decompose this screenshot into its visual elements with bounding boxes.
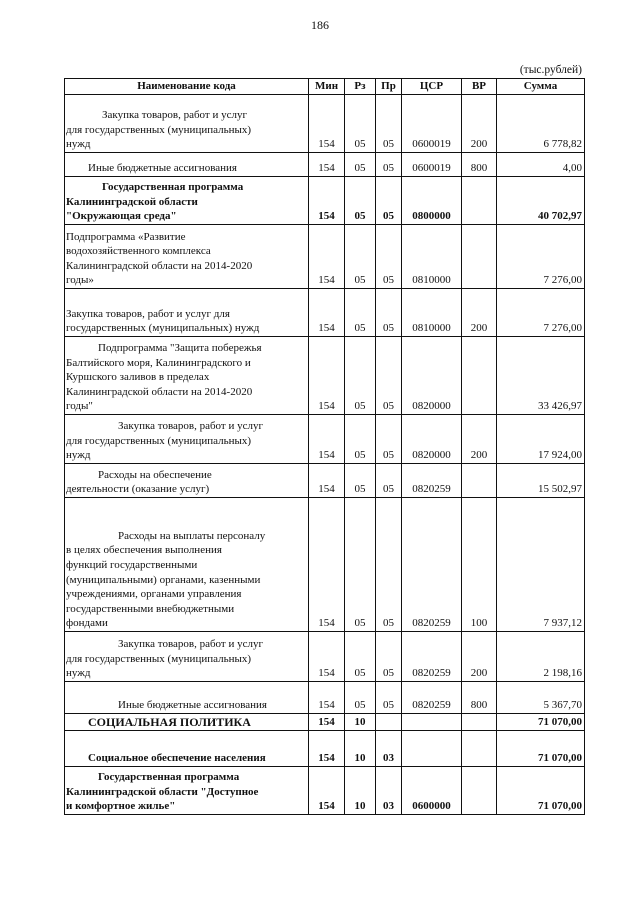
cell-rz: 05 — [345, 498, 376, 632]
cell-rz: 10 — [345, 714, 376, 731]
cell-name — [65, 767, 309, 815]
cell-pr: 05 — [376, 632, 402, 682]
cell-csr: 0820259 — [402, 632, 462, 682]
cell-pr: 05 — [376, 289, 402, 337]
cell-name-line: Иные бюджетные ассигнования — [118, 699, 267, 712]
cell-name-line: Подпрограмма "Защита побережья — [98, 342, 262, 355]
header-name: Наименование кода — [65, 79, 309, 95]
table-row — [65, 731, 585, 767]
cell-pr: 05 — [376, 415, 402, 464]
cell-name-line: Социальное обеспечение населения — [88, 752, 266, 765]
cell-rz: 05 — [345, 632, 376, 682]
cell-vr: 100 — [462, 498, 497, 632]
cell-name-line: Закупка товаров, работ и услуг для — [66, 307, 230, 320]
cell-vr — [462, 177, 497, 225]
cell-min: 154 — [309, 464, 345, 498]
cell-vr — [462, 464, 497, 498]
cell-vr — [462, 731, 497, 767]
cell-rz: 05 — [345, 225, 376, 289]
cell-csr: 0820259 — [402, 498, 462, 632]
header-sum: Сумма — [497, 79, 585, 95]
cell-name-line: Закупка товаров, работ и услуг — [102, 109, 247, 122]
cell-name-line: "Окружающая среда" — [66, 210, 177, 223]
cell-name-line: государственными внебюджетными — [66, 602, 235, 615]
cell-pr: 05 — [376, 464, 402, 498]
cell-name-line: Расходы на выплаты персоналу — [118, 529, 266, 542]
cell-sum: 7 937,12 — [497, 498, 585, 632]
cell-sum: 71 070,00 — [497, 731, 585, 767]
cell-name-line: Иные бюджетные ассигнования — [88, 162, 237, 175]
cell-name — [65, 714, 309, 731]
cell-sum: 71 070,00 — [497, 767, 585, 815]
cell-vr: 200 — [462, 415, 497, 464]
cell-sum: 71 070,00 — [497, 714, 585, 731]
cell-min: 154 — [309, 95, 345, 153]
cell-name-line: (муниципальными) органами, казенными — [66, 573, 261, 586]
cell-pr: 05 — [376, 95, 402, 153]
cell-csr: 0600019 — [402, 153, 462, 177]
cell-name-line: Калининградской области на 2014-2020 — [66, 385, 253, 398]
table-row — [65, 337, 585, 415]
cell-csr: 0810000 — [402, 225, 462, 289]
cell-min: 154 — [309, 498, 345, 632]
cell-rz: 05 — [345, 177, 376, 225]
cell-min: 154 — [309, 415, 345, 464]
cell-sum: 7 276,00 — [497, 225, 585, 289]
cell-name-line: Калининградской области на 2014-2020 — [66, 259, 253, 272]
cell-name-line: в целях обеспечения выполнения — [66, 544, 222, 557]
cell-rz: 05 — [345, 289, 376, 337]
table-row — [65, 498, 585, 632]
cell-name-line: Закупка товаров, работ и услуг — [118, 420, 263, 433]
cell-csr — [402, 714, 462, 731]
table-row — [65, 153, 585, 177]
cell-name — [65, 415, 309, 464]
cell-vr — [462, 767, 497, 815]
cell-name-line: СОЦИАЛЬНАЯ ПОЛИТИКА — [88, 715, 251, 730]
cell-name-line: фондами — [66, 617, 108, 630]
cell-sum: 6 778,82 — [497, 95, 585, 153]
cell-min: 154 — [309, 153, 345, 177]
cell-name-line: годы" — [66, 400, 93, 413]
cell-pr: 05 — [376, 682, 402, 714]
cell-name-line: нужд — [66, 138, 91, 151]
cell-pr: 05 — [376, 225, 402, 289]
cell-csr: 0820000 — [402, 415, 462, 464]
cell-name-line: и комфортное жилье" — [66, 800, 176, 813]
cell-name — [65, 225, 309, 289]
table-row — [65, 289, 585, 337]
cell-csr: 0800000 — [402, 177, 462, 225]
cell-pr: 05 — [376, 337, 402, 415]
header-rz: Рз — [345, 79, 376, 95]
cell-sum: 40 702,97 — [497, 177, 585, 225]
cell-name-line: для государственных (муниципальных) — [66, 652, 252, 665]
cell-min: 154 — [309, 682, 345, 714]
cell-vr: 200 — [462, 95, 497, 153]
header-csr: ЦСР — [402, 79, 462, 95]
cell-rz: 10 — [345, 731, 376, 767]
cell-name-line: годы» — [66, 274, 94, 287]
table-row — [65, 682, 585, 714]
table-row — [65, 714, 585, 731]
cell-name — [65, 632, 309, 682]
cell-rz: 05 — [345, 464, 376, 498]
cell-csr: 0820259 — [402, 682, 462, 714]
cell-csr: 0820259 — [402, 464, 462, 498]
cell-pr — [376, 714, 402, 731]
cell-min: 154 — [309, 289, 345, 337]
table-row — [65, 632, 585, 682]
cell-name-line: Государственная программа — [98, 771, 240, 784]
budget-table — [64, 78, 585, 815]
cell-name-line: Калининградской области — [66, 195, 198, 208]
cell-csr: 0820000 — [402, 337, 462, 415]
cell-min: 154 — [309, 767, 345, 815]
cell-sum: 15 502,97 — [497, 464, 585, 498]
table-row — [65, 464, 585, 498]
cell-sum: 7 276,00 — [497, 289, 585, 337]
cell-name-line: деятельности (оказание услуг) — [66, 483, 210, 496]
cell-rz: 05 — [345, 415, 376, 464]
cell-name-line: государственных (муниципальных) нужд — [66, 322, 260, 335]
cell-sum: 5 367,70 — [497, 682, 585, 714]
cell-name-line: для государственных (муниципальных) — [66, 434, 252, 447]
cell-pr: 05 — [376, 498, 402, 632]
cell-sum: 17 924,00 — [497, 415, 585, 464]
cell-vr: 800 — [462, 153, 497, 177]
header-vr: ВР — [462, 79, 497, 95]
cell-sum: 4,00 — [497, 153, 585, 177]
cell-pr: 03 — [376, 767, 402, 815]
cell-csr: 0810000 — [402, 289, 462, 337]
cell-name — [65, 153, 309, 177]
cell-min: 154 — [309, 632, 345, 682]
cell-name — [65, 682, 309, 714]
cell-name-line: нужд — [66, 449, 91, 462]
cell-min: 154 — [309, 177, 345, 225]
cell-name-line: водохозяйственного комплекса — [66, 245, 211, 258]
table-row — [65, 177, 585, 225]
cell-pr: 03 — [376, 731, 402, 767]
cell-vr: 200 — [462, 632, 497, 682]
cell-csr: 0600000 — [402, 767, 462, 815]
cell-name — [65, 337, 309, 415]
cell-name-line: Расходы на обеспечение — [98, 468, 212, 481]
cell-name-line: функций государственными — [66, 559, 198, 572]
cell-name — [65, 177, 309, 225]
table-row — [65, 225, 585, 289]
cell-name-line: Куршского заливов в пределах — [66, 371, 210, 384]
cell-vr: 200 — [462, 289, 497, 337]
cell-rz: 05 — [345, 95, 376, 153]
cell-name-line: Подпрограмма «Развитие — [66, 230, 186, 243]
cell-name — [65, 498, 309, 632]
cell-csr — [402, 731, 462, 767]
cell-name-line: учреждениями, органами управления — [66, 588, 242, 601]
cell-csr: 0600019 — [402, 95, 462, 153]
cell-vr — [462, 714, 497, 731]
cell-vr — [462, 225, 497, 289]
cell-min: 154 — [309, 337, 345, 415]
cell-pr: 05 — [376, 153, 402, 177]
cell-min: 154 — [309, 225, 345, 289]
cell-rz: 05 — [345, 337, 376, 415]
cell-name-line: Калининградской области "Доступное — [66, 785, 259, 798]
cell-rz: 10 — [345, 767, 376, 815]
header-min: Мин — [309, 79, 345, 95]
cell-name — [65, 464, 309, 498]
table-header-row — [65, 79, 585, 95]
cell-sum: 33 426,97 — [497, 337, 585, 415]
cell-name-line: для государственных (муниципальных) — [66, 123, 252, 136]
table-row — [65, 95, 585, 153]
cell-pr: 05 — [376, 177, 402, 225]
cell-name — [65, 95, 309, 153]
cell-vr: 800 — [462, 682, 497, 714]
cell-name — [65, 731, 309, 767]
cell-rz: 05 — [345, 682, 376, 714]
page-number: 186 — [311, 18, 329, 32]
table-row — [65, 767, 585, 815]
cell-name — [65, 289, 309, 337]
header-pr: Пр — [376, 79, 402, 95]
units-label: (тыс.рублей) — [519, 64, 582, 76]
cell-name-line: нужд — [66, 667, 91, 680]
cell-name-line: Закупка товаров, работ и услуг — [118, 638, 263, 651]
cell-min: 154 — [309, 714, 345, 731]
cell-name-line: Государственная программа — [102, 181, 244, 194]
cell-vr — [462, 337, 497, 415]
table-row — [65, 415, 585, 464]
cell-sum: 2 198,16 — [497, 632, 585, 682]
cell-rz: 05 — [345, 153, 376, 177]
cell-min: 154 — [309, 731, 345, 767]
cell-name-line: Балтийского моря, Калининградского и — [66, 356, 251, 369]
